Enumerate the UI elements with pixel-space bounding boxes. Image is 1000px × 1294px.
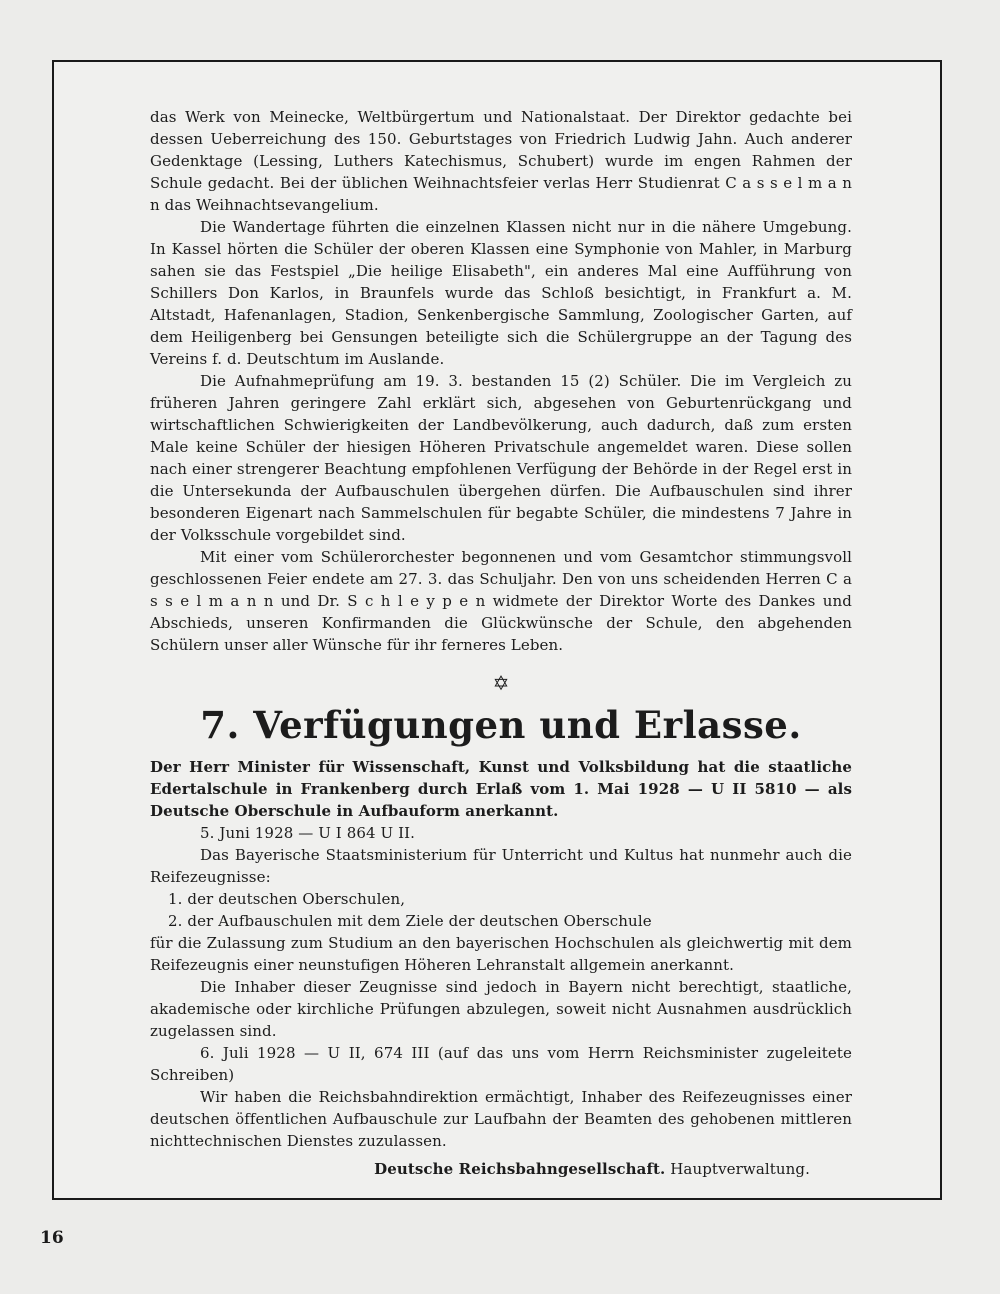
list-item-aufbauschulen: 2. der Aufbauschulen mit dem Ziele der deutschen Oberschule [168, 912, 652, 930]
paragraph-aufnahmepruefung: Die Aufnahmeprüfung am 19. 3. bestanden 15 (2) Schüler. Die im Vergleich zu früheren Jahren geringere Zahl erklärt sich, abgesehen von Geburtenrückgang und wirtschaftlichen Schwierigkeiten der Landbevölkerung, auch dadurch, daß zum ersten Male keine Schüler der hiesigen Höheren Privatschule angemeldet waren. Diese sollen nach einer strengerer Beachtung empfohlenen Verfügung der Behörde in der Regel erst in die Untersekunda der Aufbauschulen übergehen dürfen. Die Aufbauschulen sind ihrer besonderen Eigenart nach Sammelschulen für begabte Schüler, die mindestens 7 Jahre in der Volksschule vorgebildet sind. [150, 372, 852, 544]
paragraph-holders: Die Inhaber dieser Zeugnisse sind jedoch in Bayern nicht berechtigt, staatliche, akademische oder kirchliche Prüfungen abzulegen, soweit nicht Ausnahmen ausdrücklich zugelassen sind. [150, 978, 852, 1040]
page-number: 16 [40, 1228, 64, 1248]
signature-department: Hauptverwaltung. [670, 1160, 810, 1178]
page-frame [52, 60, 942, 1200]
signature [150, 1158, 852, 1180]
paragraph-bavaria-continued: für die Zulassung zum Studium an den bayerischen Hochschulen als gleichwertig mit dem Reifezeugnis einer neunstufigen Höheren Lehranstalt allgemein anerkannt. [150, 934, 852, 974]
page-content [150, 106, 852, 1180]
decree-recognition: Der Herr Minister für Wissenschaft, Kunst und Volksbildung hat die staatliche Edertalschule in Frankenberg durch Erlaß vom 1. Mai 1928 — U II 5810 — als Deutsche Oberschule in Aufbauform anerkannt. [150, 758, 852, 820]
section-title: 7. Verfügungen und Erlasse. [200, 703, 802, 747]
paragraph-bavaria: Das Bayerische Staatsministerium für Unterricht und Kultus hat nunmehr auch die Reifezeugnisse: [150, 846, 852, 886]
paragraph-schuljahr-ende: Mit einer vom Schülerorchester begonnenen und vom Gesamtchor stimmungsvoll geschlossenen Feier endete am 27. 3. das Schuljahr. Den von uns scheidenden Herren C a s s e l m a n n und Dr. S c h l e y p e n widmete der Direktor Worte des Dankes und Abschieds, unseren Konfirmanden die Glückwünsche der Schule, den abgehenden Schülern unser aller Wünsche für ihr ferneres Leben. [150, 548, 852, 654]
star-ornament-icon: ✡ [492, 671, 510, 695]
signature-organization: Deutsche Reichsbahngesellschaft. [374, 1160, 666, 1178]
paragraph-werk: das Werk von Meinecke, Weltbürgertum und Nationalstaat. Der Direktor gedachte bei dessen Ueberreichung des 150. Geburtstages von Friedrich Ludwig Jahn. Auch anderer Gedenktage (Lessing, Luthers Katechismus, Schubert) wurde im engen Rahmen der Schule gedacht. Bei der üblichen Weihnachtsfeier verlas Herr Studienrat C a s s e l m a n n das Weihnachtsevangelium. [150, 108, 852, 214]
list-item-oberschulen: 1. der deutschen Oberschulen, [168, 890, 406, 908]
decree-date-july: 6. Juli 1928 — U II, 674 III (auf das uns vom Herrn Reichsminister zugeleitete Schreiben) [150, 1044, 852, 1084]
paragraph-wandertage: Die Wandertage führten die einzelnen Klassen nicht nur in die nähere Umgebung. In Kassel hörten die Schüler der oberen Klassen eine Symphonie von Mahler, in Marburg sahen sie das Festspiel „Die heilige Elisabeth", ein anderes Mal eine Aufführung von Schillers Don Karlos, in Braunfels wurde das Schloß besichtigt, in Frankfurt a. M. Altstadt, Hafenanlagen, Stadion, Senkenbergische Sammlung, Zoologischer Garten, auf dem Heiligenberg bei Gensungen beteiligte sich die Schülergruppe an der Tagung des Vereins f. d. Deutschtum im Auslande. [150, 218, 852, 368]
decree-date-june: 5. Juni 1928 — U I 864 U II. [200, 824, 416, 842]
paragraph-railway: Wir haben die Reichsbahndirektion ermächtigt, Inhaber des Reifezeugnisses einer deutschen öffentlichen Aufbauschule zur Laufbahn der Beamten des gehobenen mittleren nichttechnischen Dienstes zuzulassen. [150, 1088, 852, 1150]
